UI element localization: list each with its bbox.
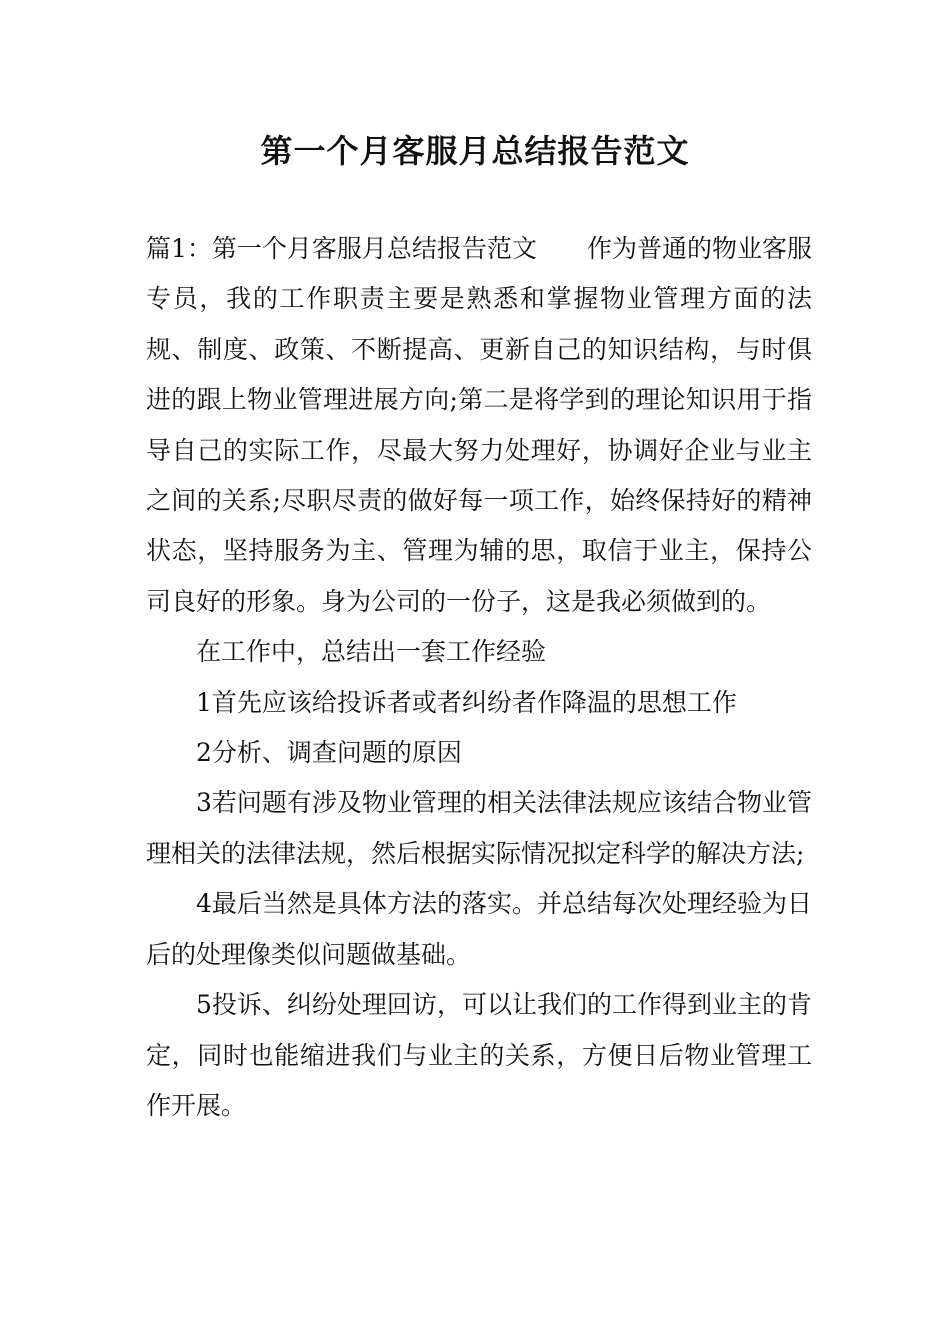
paragraph-step-5: 5投诉、纠纷处理回访，可以让我们的工作得到业主的肯定，同时也能缩进我们与业主的关系，方便日后物业管理工作开展。 bbox=[146, 990, 812, 1120]
paragraph-step-4: 4最后当然是具体方法的落实。并总结每次处理经验为日后的处理像类似问题做基础。 bbox=[146, 889, 812, 969]
document-title: 第一个月客服月总结报告范文 bbox=[260, 132, 690, 170]
intro-text: 作为普通的物业客服专员，我的工作职责主要是熟悉和掌握物业管理方面的法规、制度、政策、不断提高、更新自己的知识结构，与时俱进的跟上物业管理进展方向;第二是将学到的理论知识用于指导自己的实际工作，尽最大努力处理好，协调好企业与业主之间的关系;尽职尽责的做好每一项工作，始终保持好的精神状态，坚持服务为主、管理为辅的思，取信于业主，保持公司良好的形象。身为公司的一份子，这是我必须做到的。 bbox=[146, 234, 812, 616]
intro-heading: 篇1：第一个月客服月总结报告范文 bbox=[146, 234, 537, 263]
document-body bbox=[146, 224, 812, 1131]
paragraph-step-3: 3若问题有涉及物业管理的相关法律法规应该结合物业管理相关的法律法规，然后根据实际情况拟定科学的解决方法; bbox=[146, 788, 812, 868]
paragraph-step-2: 2分析、调查问题的原因 bbox=[196, 738, 462, 768]
paragraph-step-1: 1首先应该给投诉者或者纠纷者作降温的思想工作 bbox=[196, 687, 737, 717]
paragraph-summary: 在工作中，总结出一套工作经验 bbox=[196, 637, 547, 667]
intro-paragraph bbox=[146, 224, 812, 627]
